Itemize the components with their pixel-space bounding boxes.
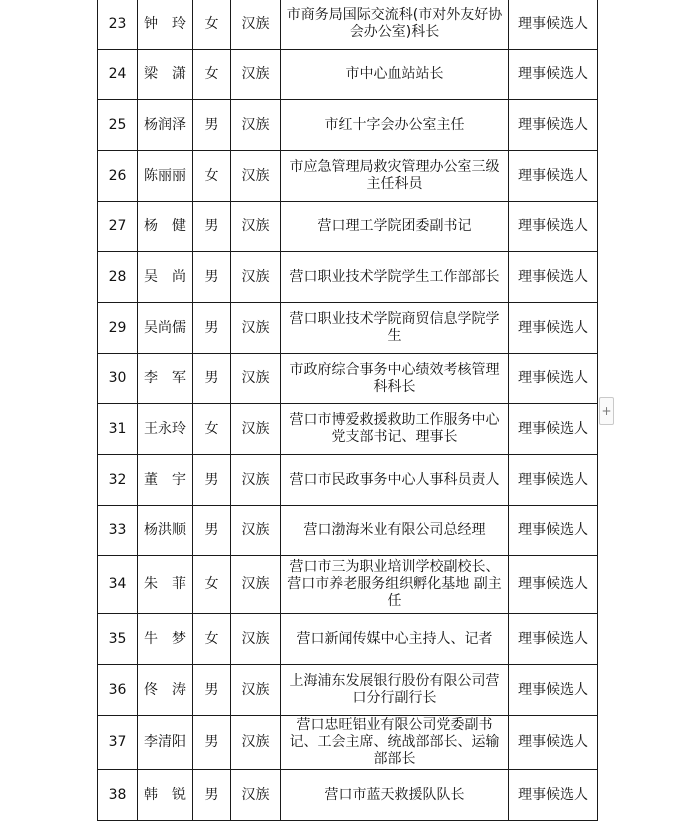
gender-cell: 男 [193,716,231,770]
row-number: 23 [98,0,138,50]
candidate-table [97,0,598,821]
ethnicity-cell: 汉族 [231,506,281,556]
position-cell: 市中心血站站长 [281,50,509,100]
table-row [98,665,598,716]
candidate-name: 李清阳 [138,716,193,770]
table-row [98,506,598,556]
row-number: 28 [98,252,138,303]
gender-cell: 男 [193,665,231,716]
gender-cell: 男 [193,252,231,303]
candidate-name: 杨 健 [138,202,193,252]
table-row [98,354,598,404]
row-number: 33 [98,506,138,556]
position-cell: 营口市博爱救援救助工作服务中心党支部书记、理事长 [281,404,509,455]
row-number: 34 [98,556,138,614]
role-cell: 理事候选人 [509,151,598,202]
role-cell: 理事候选人 [509,50,598,100]
gender-cell: 女 [193,556,231,614]
ethnicity-cell: 汉族 [231,151,281,202]
gender-cell: 男 [193,770,231,821]
role-cell: 理事候选人 [509,614,598,665]
gender-cell: 女 [193,0,231,50]
role-cell: 理事候选人 [509,455,598,506]
position-cell: 市应急管理局救灾管理办公室三级主任科员 [281,151,509,202]
candidate-name: 韩 锐 [138,770,193,821]
gender-cell: 男 [193,303,231,354]
ethnicity-cell: 汉族 [231,202,281,252]
role-cell: 理事候选人 [509,303,598,354]
gender-cell: 男 [193,100,231,151]
table-row [98,556,598,614]
row-number: 24 [98,50,138,100]
gender-cell: 男 [193,354,231,404]
row-number: 29 [98,303,138,354]
row-number: 31 [98,404,138,455]
gender-cell: 男 [193,506,231,556]
candidate-table-body [98,0,598,821]
candidate-name: 朱 菲 [138,556,193,614]
role-cell: 理事候选人 [509,202,598,252]
table-row [98,50,598,100]
table-row [98,614,598,665]
row-number: 38 [98,770,138,821]
role-cell: 理事候选人 [509,506,598,556]
gender-cell: 男 [193,455,231,506]
ethnicity-cell: 汉族 [231,354,281,404]
row-number: 26 [98,151,138,202]
row-number: 25 [98,100,138,151]
row-number: 36 [98,665,138,716]
candidate-name: 梁 潇 [138,50,193,100]
table-row [98,770,598,821]
table-row [98,151,598,202]
table-row [98,404,598,455]
role-cell: 理事候选人 [509,556,598,614]
role-cell: 理事候选人 [509,354,598,404]
role-cell: 理事候选人 [509,252,598,303]
ethnicity-cell: 汉族 [231,404,281,455]
table-row [98,202,598,252]
candidate-name: 王永玲 [138,404,193,455]
ethnicity-cell: 汉族 [231,556,281,614]
role-cell: 理事候选人 [509,0,598,50]
row-number: 30 [98,354,138,404]
position-cell: 上海浦东发展银行股份有限公司营口分行副行长 [281,665,509,716]
role-cell: 理事候选人 [509,716,598,770]
ethnicity-cell: 汉族 [231,0,281,50]
position-cell: 市红十字会办公室主任 [281,100,509,151]
candidate-name: 杨洪顺 [138,506,193,556]
gender-cell: 女 [193,404,231,455]
position-cell: 营口理工学院团委副书记 [281,202,509,252]
row-number: 32 [98,455,138,506]
position-cell: 营口新闻传媒中心主持人、记者 [281,614,509,665]
row-number: 37 [98,716,138,770]
gender-cell: 女 [193,50,231,100]
table-row [98,303,598,354]
position-cell: 营口职业技术学院商贸信息学院学生 [281,303,509,354]
candidate-name: 李 军 [138,354,193,404]
ethnicity-cell: 汉族 [231,614,281,665]
position-cell: 营口职业技术学院学生工作部部长 [281,252,509,303]
candidate-name: 董 宇 [138,455,193,506]
candidate-name: 吴 尚 [138,252,193,303]
position-cell: 营口市民政事务中心人事科员责人 [281,455,509,506]
candidate-name: 吴尚儒 [138,303,193,354]
gender-cell: 女 [193,151,231,202]
ethnicity-cell: 汉族 [231,716,281,770]
ethnicity-cell: 汉族 [231,252,281,303]
candidate-name: 佟 涛 [138,665,193,716]
ethnicity-cell: 汉族 [231,665,281,716]
role-cell: 理事候选人 [509,404,598,455]
role-cell: 理事候选人 [509,665,598,716]
role-cell: 理事候选人 [509,770,598,821]
gender-cell: 男 [193,202,231,252]
position-cell: 营口市三为职业培训学校副校长、营口市养老服务组织孵化基地 副主任 [281,556,509,614]
position-cell: 营口市蓝天救援队队长 [281,770,509,821]
position-cell: 市商务局国际交流科(市对外友好协会办公室)科长 [281,0,509,50]
row-number: 35 [98,614,138,665]
ethnicity-cell: 汉族 [231,770,281,821]
ethnicity-cell: 汉族 [231,455,281,506]
table-row [98,716,598,770]
candidate-name: 陈丽丽 [138,151,193,202]
candidate-name: 牛 梦 [138,614,193,665]
add-column-button[interactable]: + [599,397,614,425]
position-cell: 营口忠旺铝业有限公司党委副书记、工会主席、统战部部长、运输部部长 [281,716,509,770]
ethnicity-cell: 汉族 [231,50,281,100]
row-number: 27 [98,202,138,252]
position-cell: 市政府综合事务中心绩效考核管理科科长 [281,354,509,404]
candidate-name: 钟 玲 [138,0,193,50]
ethnicity-cell: 汉族 [231,303,281,354]
table-row [98,455,598,506]
table-row [98,0,598,50]
ethnicity-cell: 汉族 [231,100,281,151]
role-cell: 理事候选人 [509,100,598,151]
candidate-name: 杨润泽 [138,100,193,151]
table-row [98,252,598,303]
gender-cell: 女 [193,614,231,665]
table-row [98,100,598,151]
position-cell: 营口渤海米业有限公司总经理 [281,506,509,556]
